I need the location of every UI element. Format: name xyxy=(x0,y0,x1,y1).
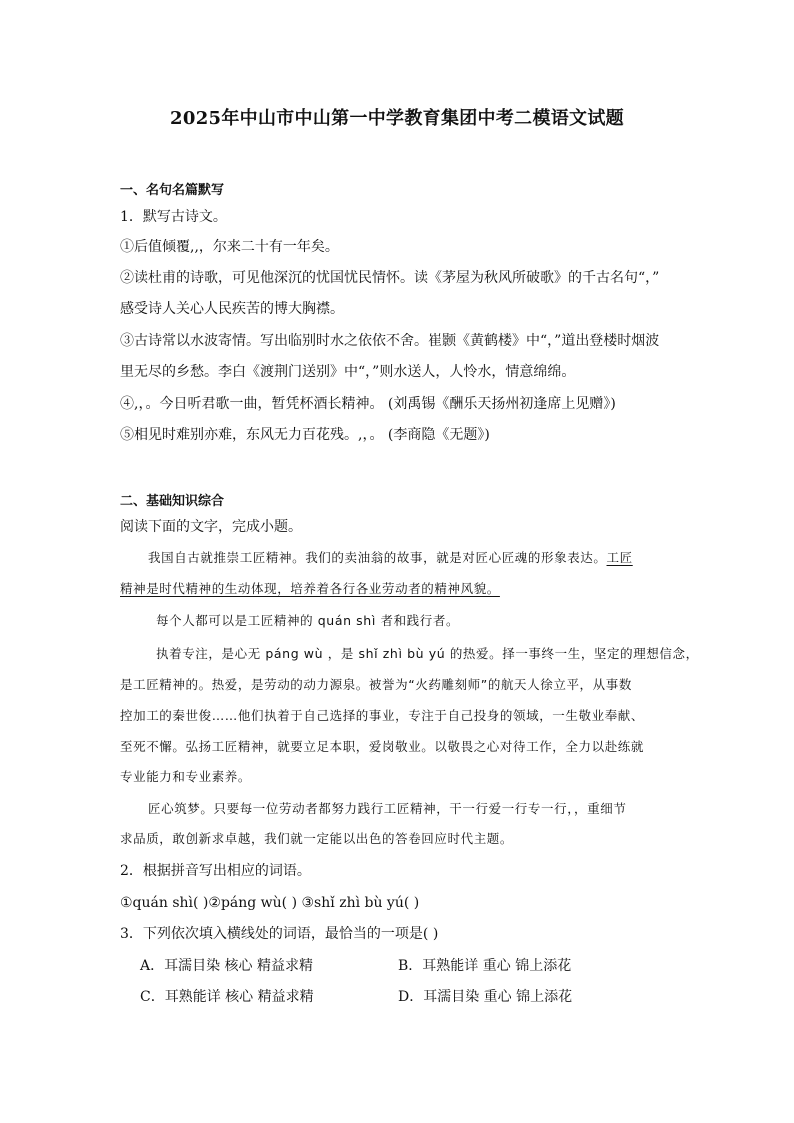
q1-item-3-cont: 里无尽的乡愁。李白《渡荆门送别》中“，”则水送人，人怜水，情意绵绵。 xyxy=(120,364,576,380)
question-1: 1．默写古诗文。 xyxy=(120,209,227,225)
section1-heading: 一、名句名篇默写 xyxy=(120,183,225,198)
passage-paragraph-2: 每个人都可以是工匠精神的 quán shì 者和践行者。 xyxy=(156,613,460,628)
question-2-blanks: ①quán shì( )②páng wù( ) ③shǐ zhì bù yú( ) xyxy=(120,895,420,911)
q1-item-4: ④,，。今日听君歌一曲，暂凭杯酒长精神。 (刘禹锡《酬乐天扬州初逢席上见赠》) xyxy=(120,396,616,412)
option-a: A．耳濡目染 核心 精益求精 xyxy=(140,958,314,974)
question-3: 3．下列依次填入横线处的词语，最恰当的一项是( ) xyxy=(120,926,439,942)
passage-paragraph-4: 匠心筑梦。只要每一位劳动者都努力践行工匠精神，干一行爱一行专一行，，重细节 xyxy=(148,801,627,816)
q1-item-1: ①后值倾覆,,，尔来二十有一年矣。 xyxy=(120,239,339,255)
page-title: 2025年中山市中山第一中学教育集团中考二模语文试题 xyxy=(170,108,624,129)
passage-p1-underlined: 工匠 xyxy=(606,550,633,565)
passage-paragraph-4-line-2: 求品质，敢创新求卓越，我们就一定能以出色的答卷回应时代主题。 xyxy=(120,831,514,846)
passage-paragraph-3-line-4: 至死不懈。弘扬工匠精神，就要立足本职，爱岗敬业。以敬畏之心对待工作，全力以赴练就 xyxy=(120,739,645,754)
option-b: B．耳熟能详 重心 锦上添花 xyxy=(398,958,572,974)
passage-paragraph-3-line-3: 控加工的秦世俊……他们执着于自己选择的事业，专注于自己投身的领域，一生敬业奉献、 xyxy=(120,708,645,723)
passage-paragraph-1 xyxy=(148,548,633,568)
passage-paragraph-3-line-2: 是工匠精神的。热爱，是劳动的动力源泉。被誉为“火药雕刻师”的航天人徐立平，从事数 xyxy=(120,677,632,692)
passage-p1-underlined-cont: 精神是时代精神的生动体现，培养着各行各业劳动者的精神风貌。 xyxy=(120,581,500,596)
passage-paragraph-3: 执着专注，是心无 páng wù ，是 shǐ zhì bù yú 的热爱。择一事终一生，坚定的理想信念， xyxy=(156,646,699,661)
passage-paragraph-3-line-5: 专业能力和专业素养。 xyxy=(120,769,252,784)
section2-intro: 阅读下面的文字，完成小题。 xyxy=(120,519,302,535)
question-2: 2．根据拼音写出相应的词语。 xyxy=(120,863,311,879)
q1-item-2: ②读杜甫的诗歌，可见他深沉的忧国忧民情怀。读《茅屋为秋风所破歌》的千古名句“，” xyxy=(120,270,660,286)
q1-item-3: ③古诗常以水波寄情。写出临别时水之依依不舍。崔颢《黄鹤楼》中“，”道出登楼时烟波 xyxy=(120,333,660,349)
option-c: C．耳熟能详 核心 精益求精 xyxy=(140,989,314,1005)
option-d: D．耳濡目染 重心 锦上添花 xyxy=(398,989,573,1005)
section2-heading: 二、基础知识综合 xyxy=(120,494,225,509)
q1-item-2-cont: 感受诗人关心人民疾苦的博大胸襟。 xyxy=(120,301,344,317)
q1-item-5: ⑤相见时难别亦难，东风无力百花残。,，。 (李商隐《无题》) xyxy=(120,427,490,443)
passage-p1-text: 我国自古就推崇工匠精神。我们的卖油翁的故事，就是对匠心匠魂的形象表达。 xyxy=(148,550,607,565)
